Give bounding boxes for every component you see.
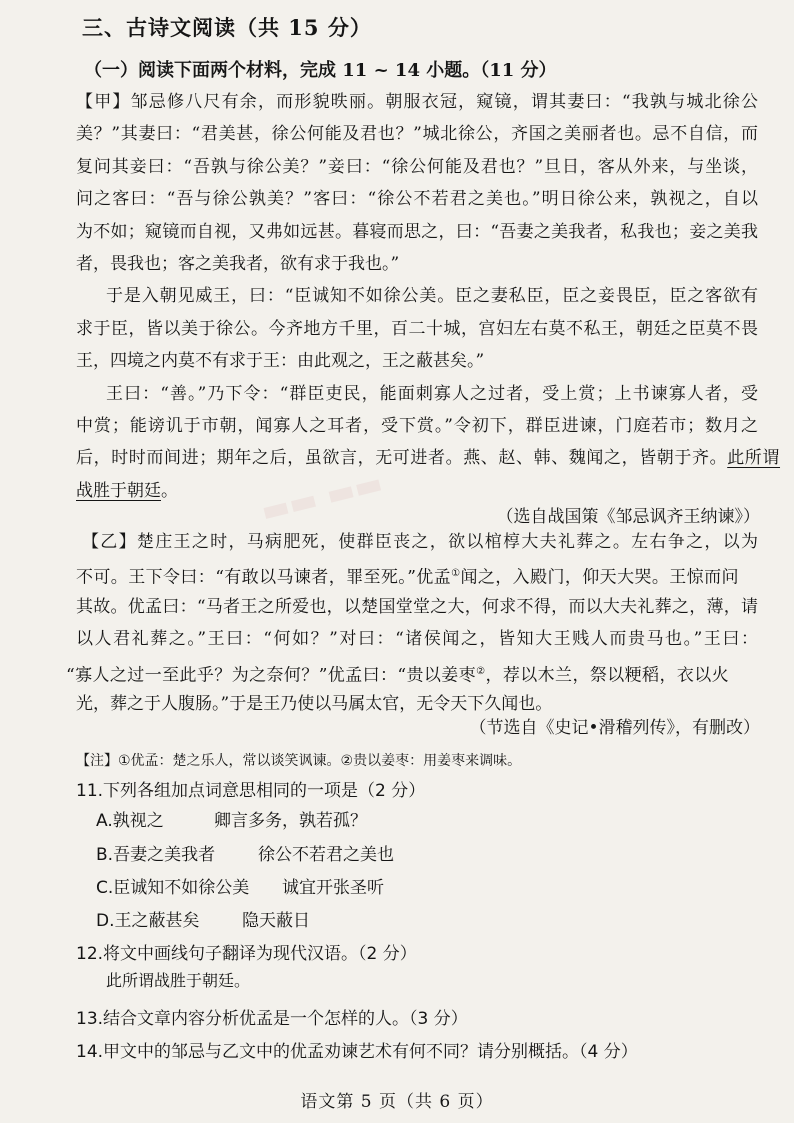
passage-b xyxy=(0,526,794,720)
option-d-left: D.王之蔽甚矣 xyxy=(96,911,200,931)
option-b xyxy=(96,840,394,865)
question-12: 12.将文中画线句子翻译为现代汉语。（2 分） xyxy=(76,944,417,964)
annotation-note: 【注】①优孟：楚之乐人，常以谈笑讽谏。②贵以姜枣：用姜枣来调味。 xyxy=(76,753,522,769)
passage-a-line: 王，四境之内莫不有求于王：由此观之，王之蔽甚矣。” xyxy=(76,351,485,372)
option-d xyxy=(96,906,310,931)
underlined-sentence-part: 战胜于朝廷 xyxy=(76,480,161,501)
option-a-right: 卿言多务，孰若孤？ xyxy=(214,811,367,831)
passage-b-text: 闻之，入殿门，仰天大哭。王惊而问 xyxy=(460,568,739,589)
option-d-right: 隐天蔽日 xyxy=(242,911,310,931)
option-a-left: A.孰视之 xyxy=(96,811,164,831)
passage-b-line: 以人君礼葬之。”王曰：“何如？”对曰：“诸侯闻之，皆知大王贱人而贵马也。”王曰： xyxy=(76,629,758,650)
option-c xyxy=(96,873,384,898)
passage-a-line: 为不如；窥镜而自视，又弗如远甚。暮寝而思之，曰：“吾妻之美我者，私我也；妾之美我 xyxy=(76,221,758,242)
passage-b-text: “寡人之过一至此乎？为之奈何？”优孟曰：“贵以姜枣 xyxy=(66,665,477,686)
option-b-right: 徐公不若君之美也 xyxy=(258,845,394,865)
passage-a-line: 中赏；能谤讥于市朝，闻寡人之耳者，受下赏。”令初下，群臣进谏，门庭若市；数月之 xyxy=(76,415,758,436)
passage-a-end-punct: 。 xyxy=(161,480,178,501)
question-12-sentence: 此所谓战胜于朝廷。 xyxy=(106,971,251,990)
passage-b-line: 其故。优孟曰：“马者王之所爱也，以楚国堂堂之大，何求不得，而以大夫礼葬之，薄，请 xyxy=(76,596,758,617)
underlined-sentence-part: 此所谓 xyxy=(727,448,781,469)
passage-a-line: 美？”其妻曰：“君美甚，徐公何能及君也？”城北徐公，齐国之美丽者也。忌不自信，而 xyxy=(76,124,758,145)
passage-b-text: ，荐以木兰，祭以粳稻，衣以火 xyxy=(485,665,730,686)
passage-b-line: 光，葬之于人腹肠。”于是王乃使以马属太官，无令天下久闻也。 xyxy=(76,693,553,714)
passage-a xyxy=(0,86,794,507)
passage-b-line xyxy=(76,558,794,590)
passage-a-line: 【甲】邹忌修八尺有余，而形貌昳丽。朝服衣冠，窥镜，谓其妻曰：“我孰与城北徐公 xyxy=(76,92,758,112)
passage-a-line: 于是入朝见威王，曰：“臣诚知不如徐公美。臣之妻私臣，臣之妾畏臣，臣之客欲有 xyxy=(106,286,758,307)
passage-a-line: 问之客曰：“吾与徐公孰美？”客曰：“徐公不若君之美也。”明日徐公来，孰视之，自以 xyxy=(76,189,758,210)
page-footer: 语文第 5 页（共 6 页） xyxy=(300,1092,494,1112)
passage-b-source: （节选自《史记•滑稽列传》，有删改） xyxy=(469,718,760,738)
passage-a-line: 王曰：“善。”乃下令：“群臣吏民，能面刺寡人之过者，受上赏；上书谏寡人者，受 xyxy=(106,383,758,404)
passage-a-line: 者，畏我也；客之美我者，欲有求于我也。” xyxy=(76,253,400,274)
sub-title: （一）阅读下面两个材料，完成 11 ~ 14 小题。（11 分） xyxy=(84,60,557,81)
footnote-mark-2: ② xyxy=(476,665,486,677)
passage-a-line-text: 后，时时而间进；期年之后，虽欲言，无可进者。燕、赵、韩、魏闻之，皆朝于齐。 xyxy=(76,448,728,469)
footnote-mark-1: ① xyxy=(451,568,461,580)
option-c-left: C.臣诚知不如徐公美 xyxy=(96,878,250,898)
watermark: ▬▬ ▬▬ xyxy=(257,465,387,530)
option-c-right: 诚宜开张圣听 xyxy=(282,878,384,898)
passage-b-text: 不可。王下令曰：“有敢以马谏者，罪至死。”优孟 xyxy=(76,568,452,589)
passage-a-line xyxy=(76,442,794,474)
section-title: 三、古诗文阅读（共 15 分） xyxy=(82,15,372,40)
question-11: 11.下列各组加点词意思相同的一项是（2 分） xyxy=(76,781,426,801)
passage-a-source: （选自战国策《邹忌讽齐王纳谏》） xyxy=(496,507,760,527)
option-b-left: B.吾妻之美我者 xyxy=(96,845,216,865)
passage-b-line xyxy=(66,656,794,688)
question-14: 14.甲文中的邹忌与乙文中的优孟劝谏艺术有何不同？请分别概括。（4 分） xyxy=(76,1042,638,1062)
passage-a-line: 复问其妾曰：“吾孰与徐公美？”妾曰：“徐公何能及君也？”旦日，客从外来，与坐谈， xyxy=(76,156,758,177)
question-13: 13.结合文章内容分析优孟是一个怎样的人。（3 分） xyxy=(76,1009,468,1029)
passage-b-line: 【乙】楚庄王之时，马病肥死，使群臣丧之，欲以棺椁大夫礼葬之。左右争之，以为 xyxy=(82,532,758,552)
option-a xyxy=(96,806,367,831)
passage-a-line: 求于臣，皆以美于徐公。今齐地方千里，百二十城，宫妇左右莫不私王，朝廷之臣莫不畏 xyxy=(76,318,758,339)
